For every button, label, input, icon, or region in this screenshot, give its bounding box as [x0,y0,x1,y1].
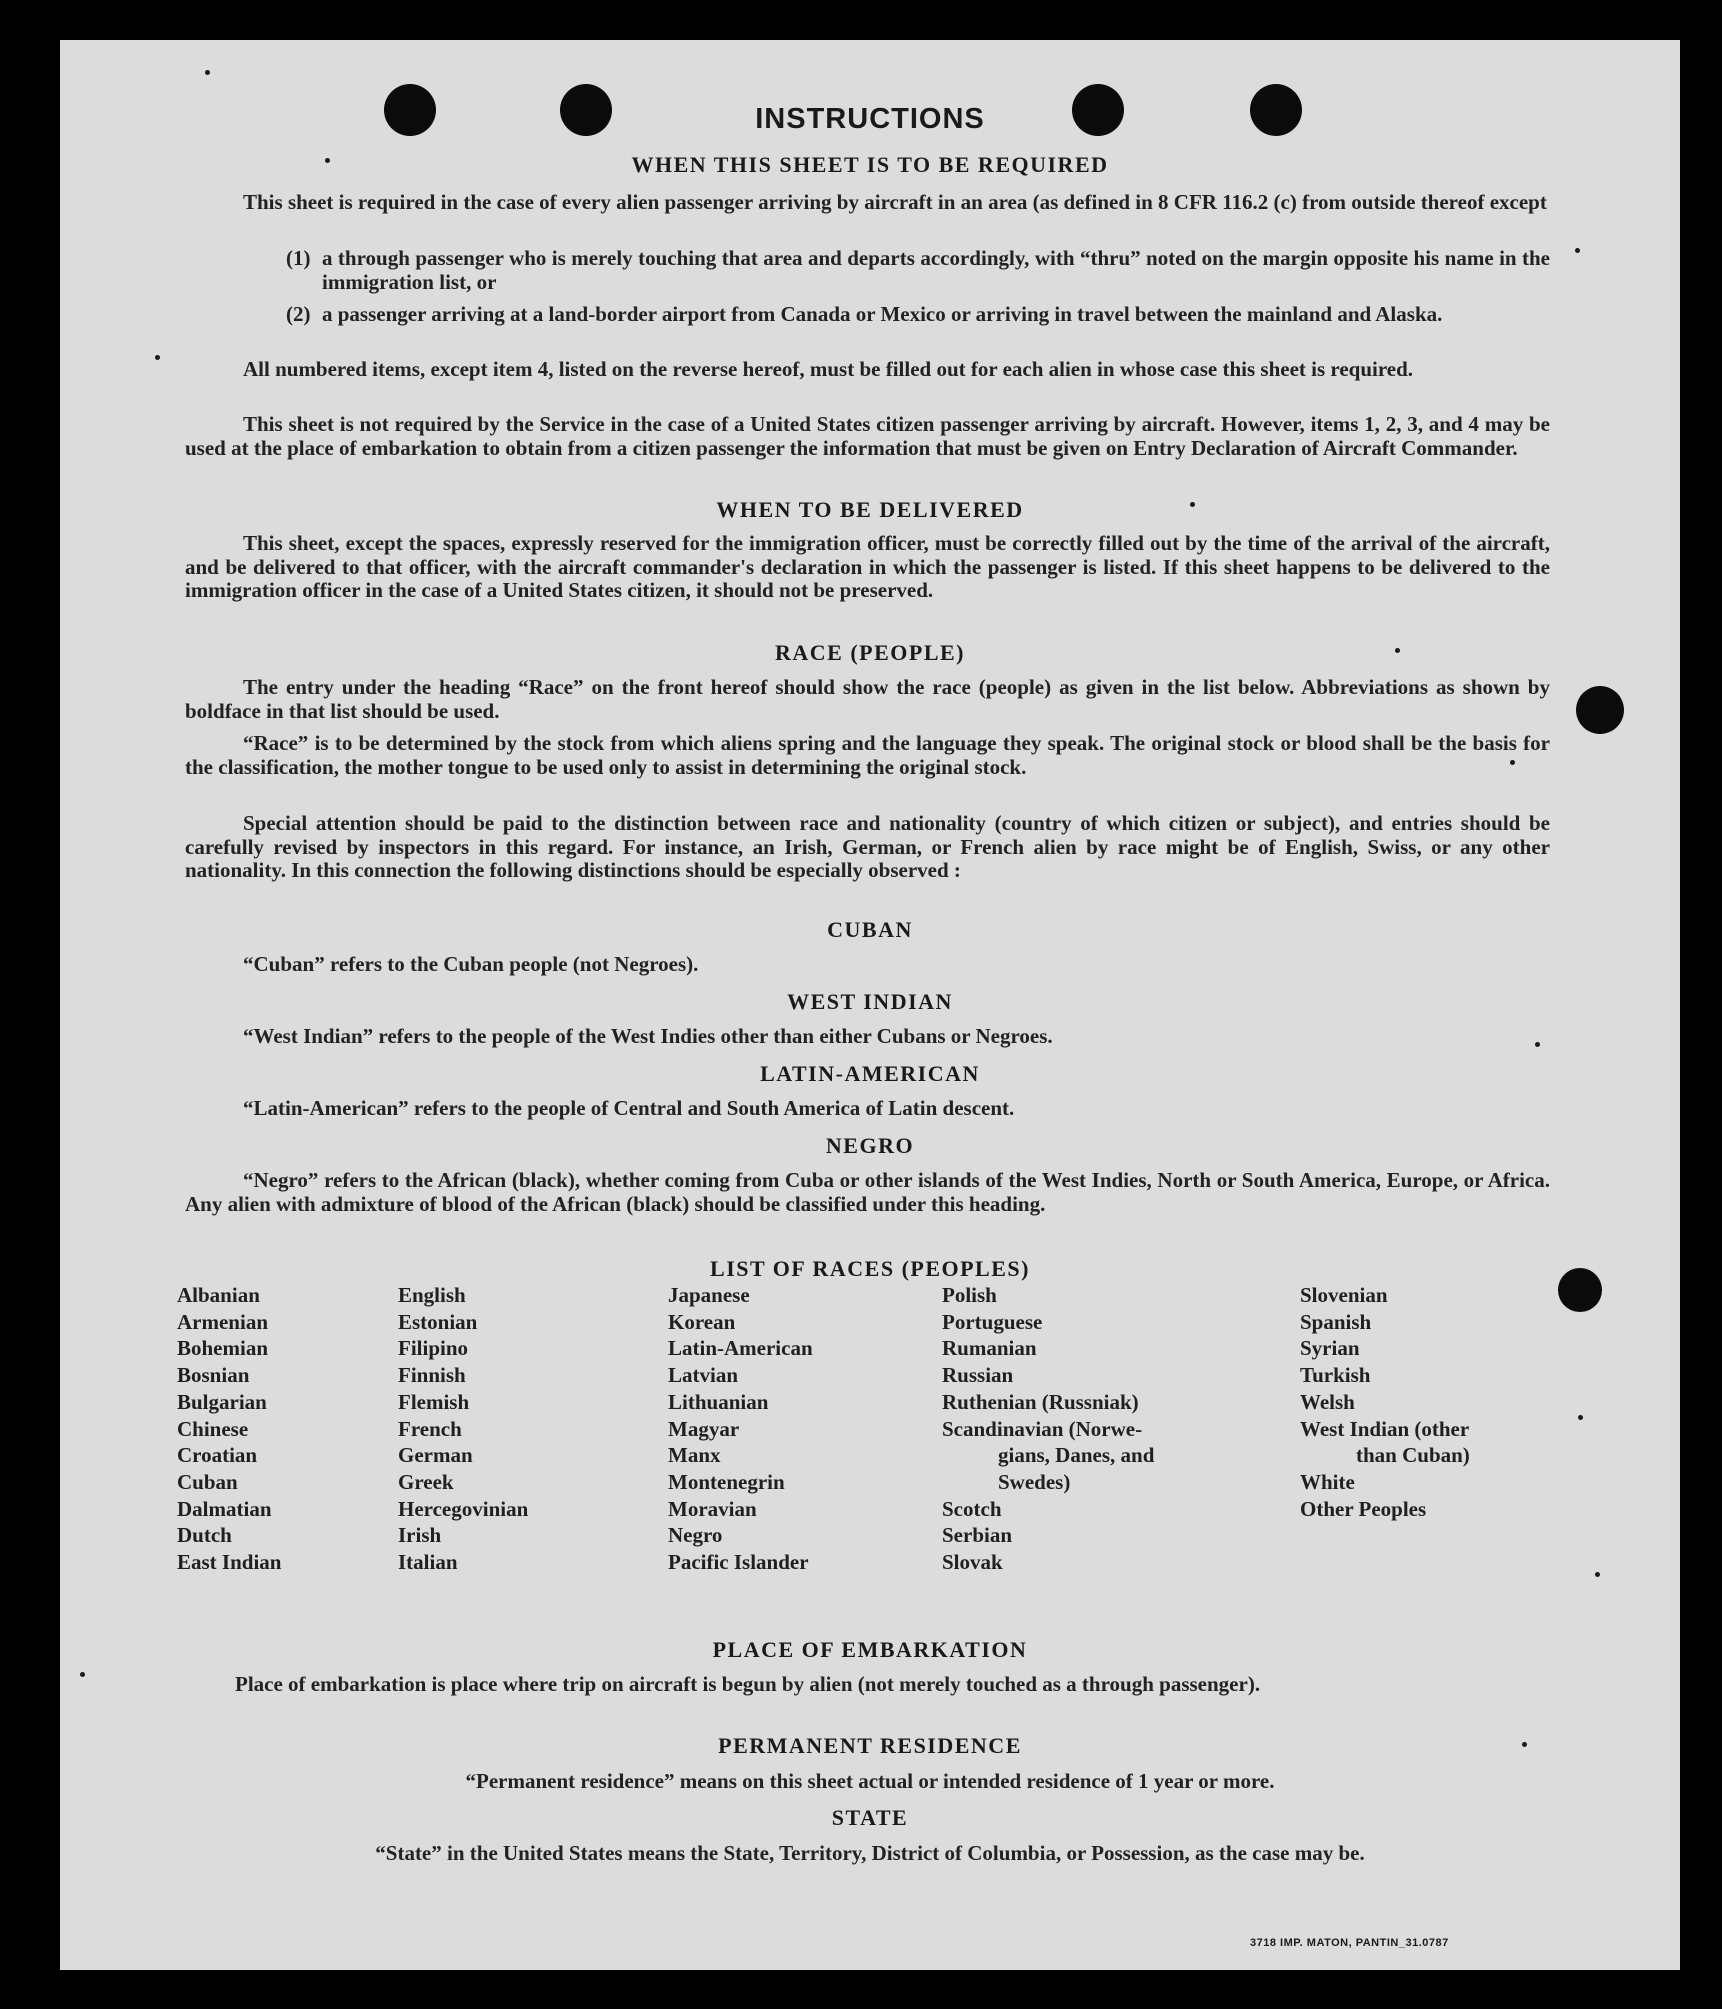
race-item: East Indian [177,1550,282,1575]
west-indian-heading: WEST INDIAN [787,989,953,1014]
negro-text: “Negro” refers to the African (black), whether coming from Cuba or other islands of the West Indies, North or South America, Europe, or Africa. Any alien with admixture of blood of the African (black) should be classified under this heading. [185,1168,1550,1216]
printer-imprint: 3718 IMP. MATON, PANTIN_31.0787 [1250,1937,1449,1949]
race-item: White [1300,1469,1355,1494]
race-item: Pacific Islander [668,1550,809,1575]
race-heading: RACE (PEOPLE) [775,640,965,665]
race-list-column-2 [398,1282,528,1576]
race-item: Italian [398,1550,458,1575]
exception-item-1: (1) a through passenger who is merely touching that area and departs accordingly, with “thru” noted on the margin opposite his name in the immigration list, or [286,246,1550,294]
race-item: Negro [668,1523,723,1548]
scan-speck [1535,1042,1540,1047]
race-item: Portuguese [942,1309,1043,1334]
race-item: West Indian (other [1300,1416,1470,1441]
latin-american-text: “Latin-American” refers to the people of Central and South America of Latin descent. [243,1096,1015,1120]
race-item: Greek [398,1469,454,1494]
race-paragraph-2: “Race” is to be determined by the stock from which aliens spring and the language they speak. The original stock or blood shall be the basis for the classification, the mother tongue to be used only to assist in determining the original stock. [185,731,1550,779]
punch-hole [1576,686,1624,734]
cuban-heading: CUBAN [827,917,913,942]
race-item: Slovak [942,1550,1003,1575]
race-item: Turkish [1300,1363,1371,1388]
race-item: Irish [398,1523,442,1548]
negro-heading: NEGRO [825,1133,915,1158]
scan-speck [1395,648,1400,653]
race-item: Polish [942,1283,997,1307]
race-item: Bosnian [177,1363,250,1388]
list-of-races-heading: LIST OF RACES (PEOPLES) [710,1256,1030,1281]
scan-speck [1190,502,1195,507]
race-paragraph-1: The entry under the heading “Race” on the front hereof should show the race (people) as given in the list below. Abbreviations as shown by boldface in that list should be used. [185,675,1550,723]
race-item: Syrian [1300,1336,1360,1361]
race-item: Swedes) [998,1469,1071,1494]
cuban-text: “Cuban” refers to the Cuban people (not Negroes). [243,952,699,976]
race-item: Manx [668,1443,721,1468]
citizen-paragraph: This sheet is not required by the Service in the case of a United States citizen passenger arriving by aircraft. However, items 1, 2, 3, and 4 may be used at the place of embarkation to obtain from a citizen passenger the information that must be given on Entry Declaration of Aircraft Commander. [185,412,1550,460]
race-item: Other Peoples [1300,1496,1427,1521]
west-indian-text: “West Indian” refers to the people of the West Indies other than either Cubans or Negroes. [243,1024,1053,1048]
race-list-column-1 [177,1282,281,1576]
permanent-residence-heading: PERMANENT RESIDENCE [718,1733,1022,1758]
race-item: than Cuban) [1356,1443,1470,1468]
race-item: Slovenian [1300,1283,1388,1307]
race-item: Albanian [177,1283,260,1307]
scan-speck [1578,1415,1583,1420]
race-item: Latvian [668,1363,739,1388]
race-item: Welsh [1300,1389,1355,1414]
race-item: German [398,1443,473,1468]
race-item: Hercegovinian [398,1496,529,1521]
state-heading: STATE [831,1805,909,1830]
numbered-items-paragraph: All numbered items, except item 4, listed on the reverse hereof, must be filled out for each alien in whose case this sheet is required. [243,357,1414,381]
race-list-column-3 [668,1282,813,1576]
scan-speck [1522,1742,1527,1747]
race-item: Bohemian [177,1336,269,1361]
embarkation-text: Place of embarkation is place where trip on aircraft is begun by alien (not merely touched as a through passenger). [235,1672,1261,1696]
scan-speck [325,158,330,163]
race-item: Spanish [1300,1309,1372,1334]
race-item: Croatian [177,1443,258,1468]
race-item: Russian [942,1363,1014,1388]
scan-speck [1510,760,1515,765]
state-text: “State” in the United States means the State, Territory, District of Columbia, or Possession, as the case may be. [375,1841,1365,1865]
page-title: INSTRUCTIONS [755,103,985,135]
race-item: Finnish [398,1363,466,1388]
when-required-intro: This sheet is required in the case of every alien passenger arriving by aircraft in an area (as defined in 8 CFR 116.2 (c) from outside thereof except [243,190,1547,214]
scan-speck [80,1672,85,1677]
latin-american-heading: LATIN-AMERICAN [760,1061,980,1086]
when-required-heading: WHEN THIS SHEET IS TO BE REQUIRED [631,152,1109,177]
race-item: Ruthenian (Russniak) [942,1389,1139,1414]
race-item: gians, Danes, and [998,1443,1155,1468]
scan-speck [1595,1572,1600,1577]
race-item: Dutch [177,1523,232,1548]
scan-speck [1575,248,1580,253]
race-item: Dalmatian [177,1496,272,1521]
race-item: Cuban [177,1469,238,1494]
race-list-column-4 [942,1282,1154,1576]
embarkation-heading: PLACE OF EMBARKATION [712,1637,1028,1662]
scan-speck [155,355,160,360]
race-item: Latin-American [668,1336,813,1361]
race-item: Estonian [398,1309,478,1334]
race-list-column-5 [1300,1282,1470,1522]
race-paragraph-3: Special attention should be paid to the distinction between race and nationality (country of which citizen or subject), and entries should be carefully revised by inspectors in this regard. For instance, an Irish, German, or French alien by race might be of English, Swiss, or any other nationality. In this connection the following distinctions should be especially observed : [185,811,1550,882]
race-item: Flemish [398,1389,470,1414]
when-delivered-heading: WHEN TO BE DELIVERED [716,497,1024,522]
race-item: Moravian [668,1496,757,1521]
race-item: Lithuanian [668,1389,769,1414]
when-delivered-text: This sheet, except the spaces, expressly reserved for the immigration officer, must be correctly filled out by the time of the arrival of the aircraft, and be delivered to that officer, with the aircraft commander's declaration in which the passenger is listed. If this sheet happens to be delivered to the immigration officer in the case of a United States citizen, it should not be preserved. [185,531,1550,602]
race-item: Bulgarian [177,1389,267,1414]
instruction-sheet [60,40,1680,1970]
race-item: Korean [668,1309,736,1334]
race-item: Japanese [668,1283,750,1307]
race-item: English [398,1283,466,1307]
race-item: Serbian [942,1523,1013,1548]
race-item: Rumanian [942,1336,1037,1361]
race-item: Magyar [668,1416,740,1441]
race-item: Montenegrin [668,1469,785,1494]
race-item: Armenian [177,1309,268,1334]
race-item: Scandinavian (Norwe- [942,1416,1143,1441]
permanent-residence-text: “Permanent residence” means on this sheet actual or intended residence of 1 year or more. [465,1769,1275,1793]
scan-speck [205,70,210,75]
race-item: Filipino [398,1336,469,1361]
race-item: Chinese [177,1416,249,1441]
race-item: French [398,1416,462,1441]
exception-item-2: (2) a passenger arriving at a land-border airport from Canada or Mexico or arriving in travel between the mainland and Alaska. [286,302,1443,326]
race-item: Scotch [942,1496,1002,1521]
